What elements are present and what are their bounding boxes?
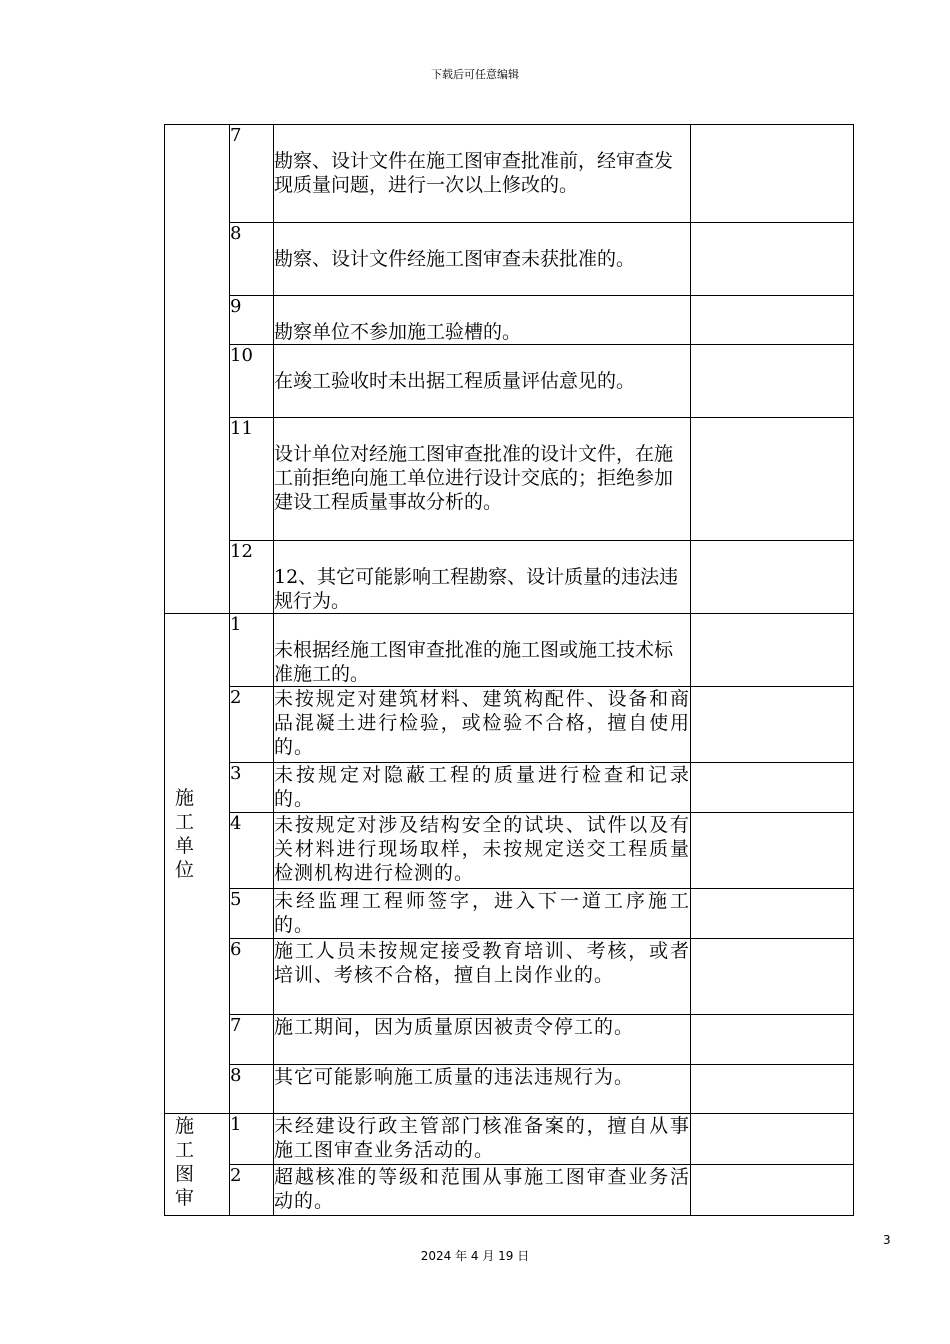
result-cell [691,345,854,418]
table-row [165,1165,854,1216]
result-cell [691,763,854,813]
page-number: 3 [883,1233,891,1247]
row-description: 未根据经施工图审查批准的施工图或施工技术标准施工的。 [274,614,691,687]
row-description: 其它可能影响施工质量的违法违规行为。 [274,1065,691,1114]
table-row [165,223,854,296]
row-number: 9 [230,296,274,345]
row-number: 11 [230,418,274,541]
row-description: 未按规定对建筑材料、建筑构配件、设备和商品混凝土进行检验，或检验不合格，擅自使用的。 [274,687,691,763]
result-cell [691,1015,854,1065]
row-description: 勘察、设计文件在施工图审查批准前，经审查发现质量问题，进行一次以上修改的。 [274,125,691,223]
result-cell [691,687,854,763]
row-description: 未按规定对隐蔽工程的质量进行检查和记录的。 [274,763,691,813]
page-footer-date: 2024 年 4 月 19 日 [420,1249,530,1263]
row-description: 超越核准的等级和范围从事施工图审查业务活动的。 [274,1165,691,1216]
result-cell [691,1165,854,1216]
row-description: 未经监理工程师签字，进入下一道工序施工的。 [274,889,691,939]
row-number: 1 [230,1114,274,1165]
row-description: 勘察、设计文件经施工图审查未获批准的。 [274,223,691,296]
result-cell [691,813,854,889]
table-row [165,889,854,939]
row-description: 未按规定对涉及结构安全的试块、试件以及有关材料进行现场取样，未按规定送交工程质量检测机构进行检测的。 [274,813,691,889]
row-number: 8 [230,223,274,296]
row-description: 12、其它可能影响工程勘察、设计质量的违法违规行为。 [274,541,691,614]
category-cell [165,1114,230,1216]
table-row [165,541,854,614]
table-row [165,418,854,541]
row-number: 2 [230,687,274,763]
table-row [165,345,854,418]
row-number: 2 [230,1165,274,1216]
category-cell [165,125,230,614]
row-description: 未经建设行政主管部门核准备案的，擅自从事施工图审查业务活动的。 [274,1114,691,1165]
row-number: 7 [230,125,274,223]
row-number: 4 [230,813,274,889]
table-row [165,687,854,763]
result-cell [691,125,854,223]
table-row [165,125,854,223]
category-label: 施工图审 [175,1115,195,1209]
result-cell [691,939,854,1015]
row-number: 8 [230,1065,274,1114]
row-number: 12 [230,541,274,614]
result-cell [691,1065,854,1114]
row-description: 施工期间，因为质量原因被责令停工的。 [274,1015,691,1065]
result-cell [691,614,854,687]
table-row [165,296,854,345]
table-row [165,1114,854,1165]
table-row [165,1015,854,1065]
row-description: 勘察单位不参加施工验槽的。 [274,296,691,345]
row-number: 3 [230,763,274,813]
table-row [165,763,854,813]
table-row [165,1065,854,1114]
category-cell [165,614,230,1114]
category-label: 施工单位 [175,786,195,881]
result-cell [691,889,854,939]
row-number: 10 [230,345,274,418]
table-row [165,939,854,1015]
result-cell [691,418,854,541]
row-number: 6 [230,939,274,1015]
row-description: 施工人员未按规定接受教育培训、考核，或者培训、考核不合格，擅自上岗作业的。 [274,939,691,1015]
row-description: 设计单位对经施工图审查批准的设计文件，在施工前拒绝向施工单位进行设计交底的；拒绝参加建设工程质量事故分析的。 [274,418,691,541]
result-cell [691,1114,854,1165]
violations-table [164,124,854,1216]
row-number: 5 [230,889,274,939]
table-row [165,614,854,687]
result-cell [691,223,854,296]
row-number: 7 [230,1015,274,1065]
row-number: 1 [230,614,274,687]
row-description: 在竣工验收时未出据工程质量评估意见的。 [274,345,691,418]
result-cell [691,541,854,614]
result-cell [691,296,854,345]
table-row [165,813,854,889]
page-header: 下载后可任意编辑 [431,68,519,81]
